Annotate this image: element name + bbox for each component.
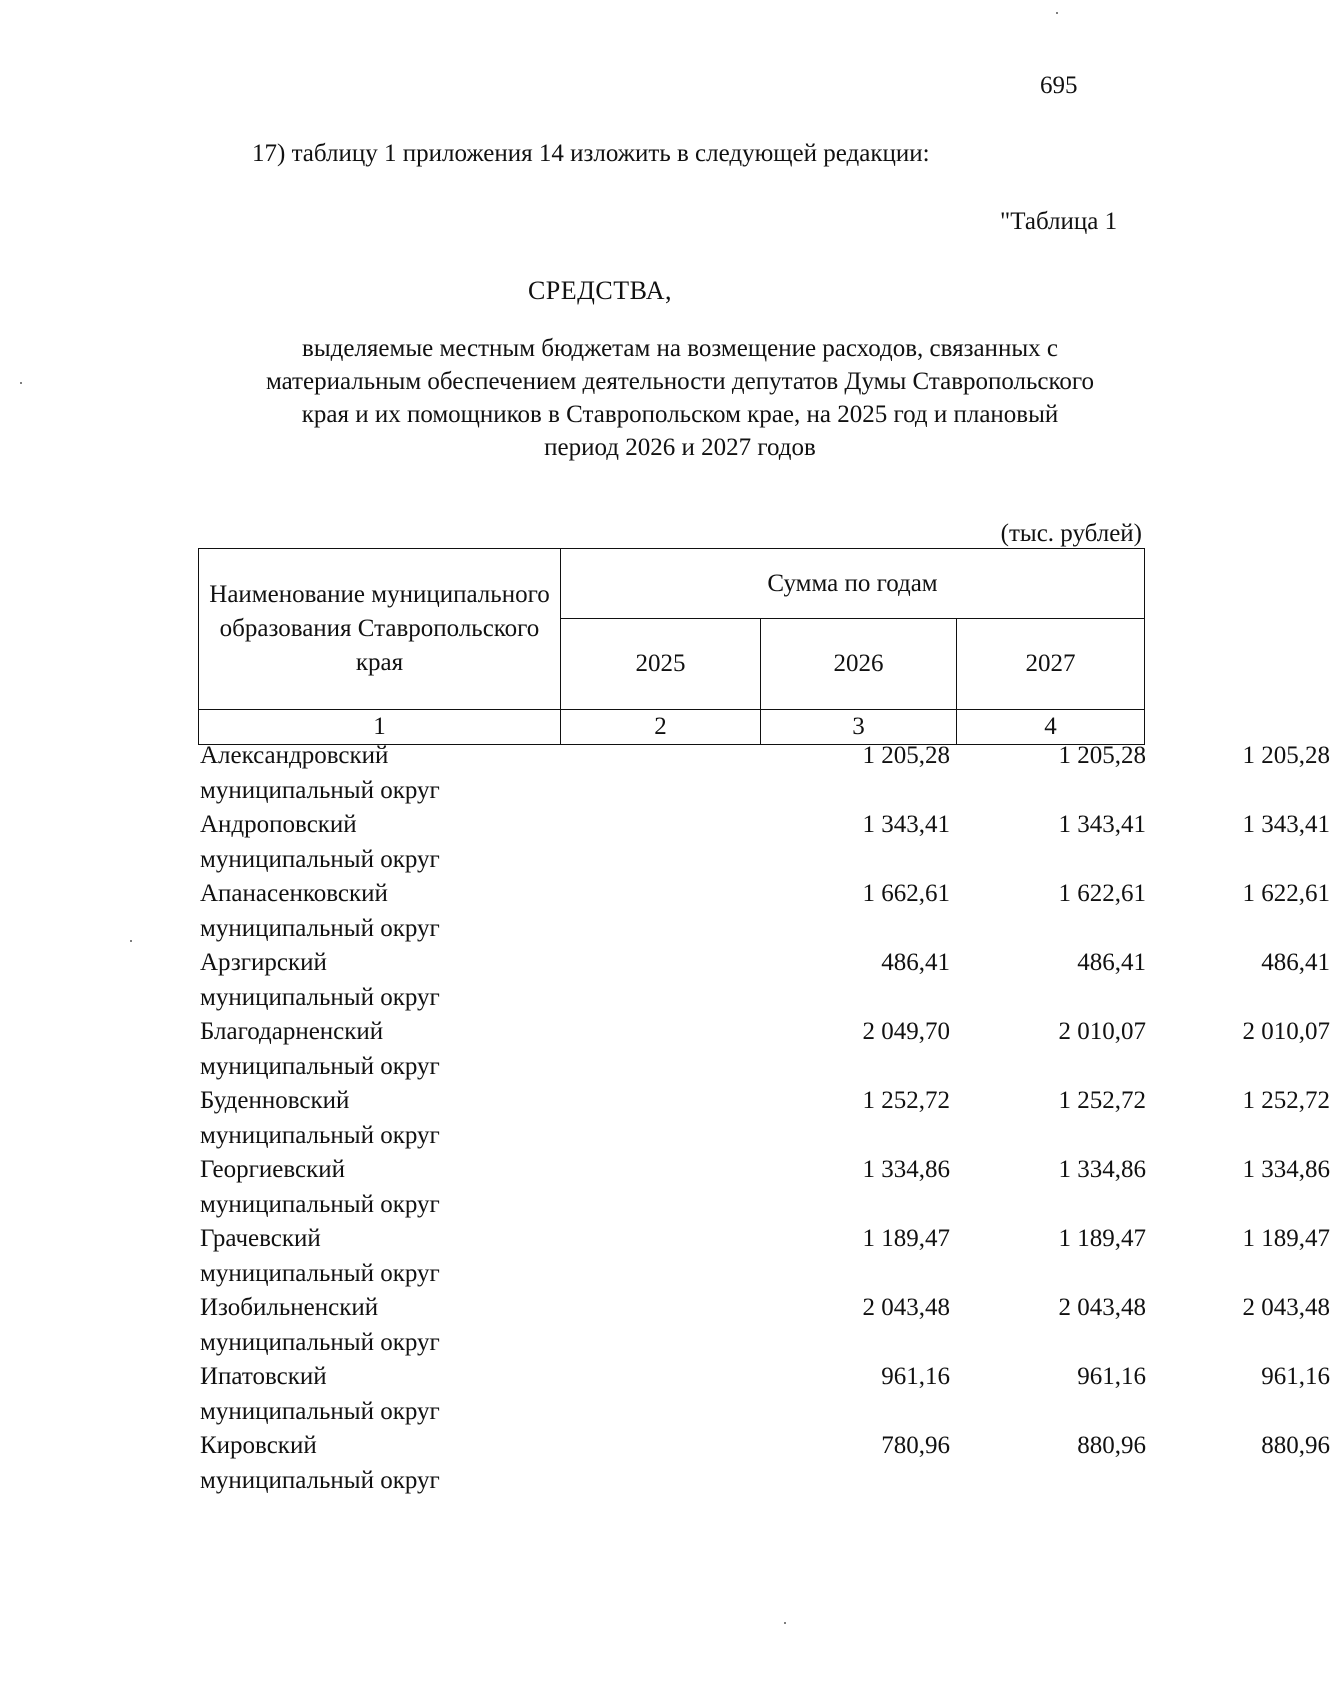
table-row [200, 1221, 1330, 1290]
column-number: 4 [957, 710, 1145, 745]
value-2027: 1 205,28 [1242, 742, 1330, 769]
value-2025: 1 343,41 [862, 811, 950, 838]
table-row [200, 1359, 1330, 1428]
subheading-line: материальным обеспечением деятельности депутатов Думы Ставропольского [265, 368, 1095, 395]
table-body [200, 738, 1330, 1497]
table-row [200, 1428, 1330, 1497]
value-2025: 486,41 [881, 949, 950, 976]
district-name: Изобильненский муниципальный округ [200, 1294, 440, 1356]
district-name: Апанасенковский муниципальный округ [200, 880, 440, 942]
unit-note: (тыс. рублей) [1000, 520, 1142, 547]
value-2026: 1 334,86 [1058, 1156, 1146, 1183]
district-name: Арзгирский муниципальный округ [200, 949, 440, 1011]
subheading-line: период 2026 и 2027 годов [544, 434, 816, 461]
table-row [200, 738, 1330, 807]
value-2026: 1 252,72 [1058, 1087, 1146, 1114]
district-name: Благодарненский муниципальный округ [200, 1018, 440, 1080]
table-header [198, 548, 1145, 745]
district-name: Кировский муниципальный округ [200, 1432, 440, 1494]
table-row [200, 807, 1330, 876]
district-name: Ипатовский муниципальный округ [200, 1363, 440, 1425]
header-year-2026: 2026 [761, 619, 957, 710]
value-2026: 1 189,47 [1058, 1225, 1146, 1252]
document-subheading [200, 332, 1160, 464]
value-2025: 1 205,28 [862, 742, 950, 769]
district-name: Буденновский муниципальный округ [200, 1087, 440, 1149]
value-2025: 2 043,48 [862, 1294, 950, 1321]
header-name-column: Наименование муниципального образования Ставропольского края [199, 549, 561, 710]
value-2026: 486,41 [1077, 949, 1146, 976]
value-2027: 961,16 [1261, 1363, 1330, 1390]
scan-speck [1056, 12, 1058, 14]
page-number: 695 [1040, 72, 1078, 99]
value-2027: 486,41 [1261, 949, 1330, 976]
district-name: Александровский муниципальный округ [200, 742, 440, 804]
table-row [200, 945, 1330, 1014]
value-2026: 2 043,48 [1058, 1294, 1146, 1321]
table-row [200, 1290, 1330, 1359]
column-number: 2 [561, 710, 761, 745]
value-2026: 961,16 [1077, 1363, 1146, 1390]
document-heading: СРЕДСТВА, [527, 276, 673, 305]
table-row [200, 1083, 1330, 1152]
value-2026: 1 622,61 [1058, 880, 1146, 907]
scan-speck [20, 382, 22, 384]
value-2027: 880,96 [1261, 1432, 1330, 1459]
intro-line: 17) таблицу 1 приложения 14 изложить в следующей редакции: [252, 140, 930, 167]
subheading-line: выделяемые местным бюджетам на возмещение расходов, связанных с [302, 335, 1058, 362]
value-2025: 1 189,47 [862, 1225, 950, 1252]
district-name: Андроповский муниципальный округ [200, 811, 440, 873]
header-year-2027: 2027 [957, 619, 1145, 710]
table-row [200, 876, 1330, 945]
value-2025: 1 334,86 [862, 1156, 950, 1183]
value-2026: 880,96 [1077, 1432, 1146, 1459]
value-2026: 1 205,28 [1058, 742, 1146, 769]
value-2025: 1 662,61 [862, 880, 950, 907]
value-2026: 2 010,07 [1058, 1018, 1146, 1045]
district-name: Георгиевский муниципальный округ [200, 1156, 440, 1218]
value-2026: 1 343,41 [1058, 811, 1146, 838]
scan-speck [130, 940, 132, 942]
value-2027: 1 189,47 [1242, 1225, 1330, 1252]
value-2025: 780,96 [881, 1432, 950, 1459]
value-2025: 2 049,70 [862, 1018, 950, 1045]
table-label: "Таблица 1 [1000, 208, 1118, 235]
scan-speck [784, 1622, 786, 1624]
value-2027: 1 343,41 [1242, 811, 1330, 838]
value-2025: 1 252,72 [862, 1087, 950, 1114]
column-number: 3 [761, 710, 957, 745]
table-row [200, 1152, 1330, 1221]
value-2027: 1 622,61 [1242, 880, 1330, 907]
value-2027: 2 043,48 [1242, 1294, 1330, 1321]
table-row [200, 1014, 1330, 1083]
header-year-2025: 2025 [561, 619, 761, 710]
value-2027: 1 252,72 [1242, 1087, 1330, 1114]
header-sum-by-years: Сумма по годам [561, 549, 1145, 619]
subheading-line: края и их помощников в Ставропольском крае, на 2025 год и плановый [301, 401, 1059, 428]
column-number: 1 [199, 710, 561, 745]
district-name: Грачевский муниципальный округ [200, 1225, 440, 1287]
value-2027: 1 334,86 [1242, 1156, 1330, 1183]
value-2025: 961,16 [881, 1363, 950, 1390]
value-2027: 2 010,07 [1242, 1018, 1330, 1045]
